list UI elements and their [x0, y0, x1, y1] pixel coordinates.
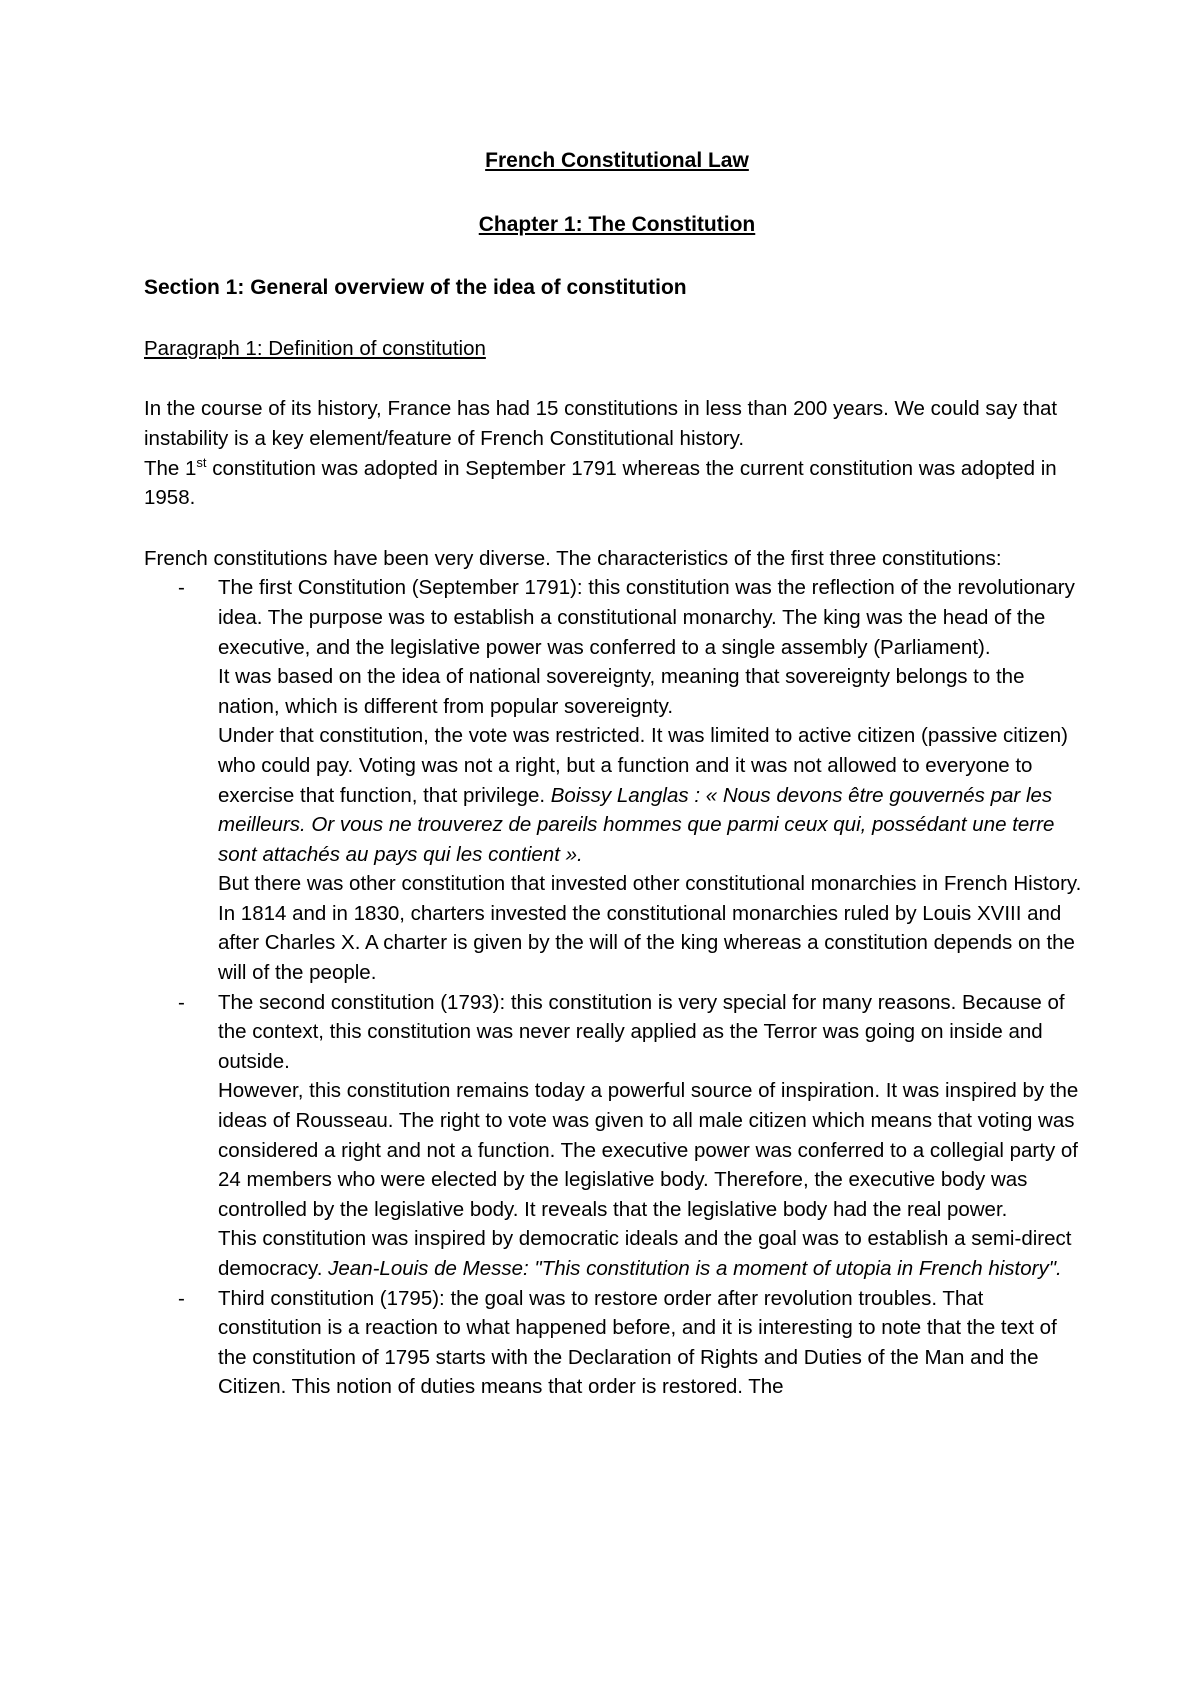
dash-bullet: - — [178, 576, 185, 600]
first-p3 — [218, 721, 1090, 869]
intro-p2-end: constitution was adopted in September 1791 whereas the current constitution was adopted in 1958. — [144, 456, 1057, 510]
second-p3-text: This constitution was inspired by democratic ideals and the goal was to establish a semi-direct democracy. — [218, 1227, 1072, 1280]
second-p1: The second constitution (1793): this constitution is very special for many reasons. Because of the context, this constitution was never really applied as the Terror was going on inside and outside. — [218, 990, 1065, 1073]
document-title: French Constitutional Law — [485, 149, 749, 172]
intro-p2-start: The 1 — [144, 456, 197, 480]
second-p3 — [218, 1224, 1090, 1283]
constitutions-list — [144, 573, 1090, 1402]
second-p2: However, this constitution remains today a powerful source of inspiration. It was inspired by the ideas of Rousseau. The right to vote was given to all male citizen which means that voting was considered a right and not a function. The executive power was conferred to a collegial party of 24 members who were elected by the legislative body. Therefore, the executive body was controlled by the legislative body. It reveals that the legislative body had the real power. — [218, 1079, 1079, 1221]
de-messe-quote: Jean-Louis de Messe: "This constitution is a moment of utopia in French history". — [328, 1257, 1062, 1280]
intro-paragraph-3: French constitutions have been very diverse. The characteristics of the first three constitutions: — [144, 546, 1002, 570]
dash-bullet: - — [178, 1286, 185, 1310]
list-item-third-constitution — [178, 1284, 1090, 1402]
first-p2: It was based on the idea of national sovereignty, meaning that sovereignty belongs to the nation, which is different from popular sovereignty. — [218, 665, 1025, 718]
boissy-langlas-quote: Boissy Langlas : « Nous devons être gouvernés par les meilleurs. Or vous ne trouverez de pareils hommes que parmi ceux qui, possédant une terre sont attachés au pays qui les contient ». — [218, 783, 1055, 866]
chapter-heading: Chapter 1: The Constitution — [478, 212, 756, 236]
first-p3-text: Under that constitution, the vote was restricted. It was limited to active citizen (passive citizen) who could pay. Voting was not a right, but a function and it was not allowed to everyone to exercise that function, that privilege. — [218, 724, 1068, 807]
section-heading: Section 1: General overview of the idea of constitution — [144, 276, 687, 300]
list-item-second-constitution — [178, 988, 1090, 1284]
intro-block — [144, 394, 1090, 512]
intro-paragraph-1: In the course of its history, France has had 15 constitutions in less than 200 years. We could say that instability is a key element/feature of French Constitutional history. — [144, 397, 1058, 450]
paragraph-heading: Paragraph 1: Definition of constitution — [144, 336, 486, 360]
third-p1: Third constitution (1795): the goal was to restore order after revolution troubles. That constitution is a reaction to what happened before, and it is interesting to note that the text of the constitution of 1795 starts with the Declaration of Rights and Duties of the Man and the Citizen. This notion of duties means that order is restored. The — [218, 1286, 1057, 1399]
first-p4: But there was other constitution that invested other constitutional monarchies in French History. In 1814 and in 1830, charters invested the constitutional monarchies ruled by Louis XVIII and after Charles X. A charter is given by the will of the king whereas a constitution depends on the will of the people. — [218, 872, 1082, 985]
characteristics-block — [144, 544, 1090, 1402]
dash-bullet: - — [178, 990, 185, 1014]
list-item-first-constitution — [178, 573, 1090, 987]
first-p1: The first Constitution (September 1791): this constitution was the reflection of the revolutionary idea. The purpose was to establish a constitutional monarchy. The king was the head of the executive, and the legislative power was conferred to a single assembly (Parliament). — [218, 576, 1075, 659]
ordinal-superscript: st — [196, 454, 207, 470]
intro-paragraph-2 — [144, 454, 1090, 513]
